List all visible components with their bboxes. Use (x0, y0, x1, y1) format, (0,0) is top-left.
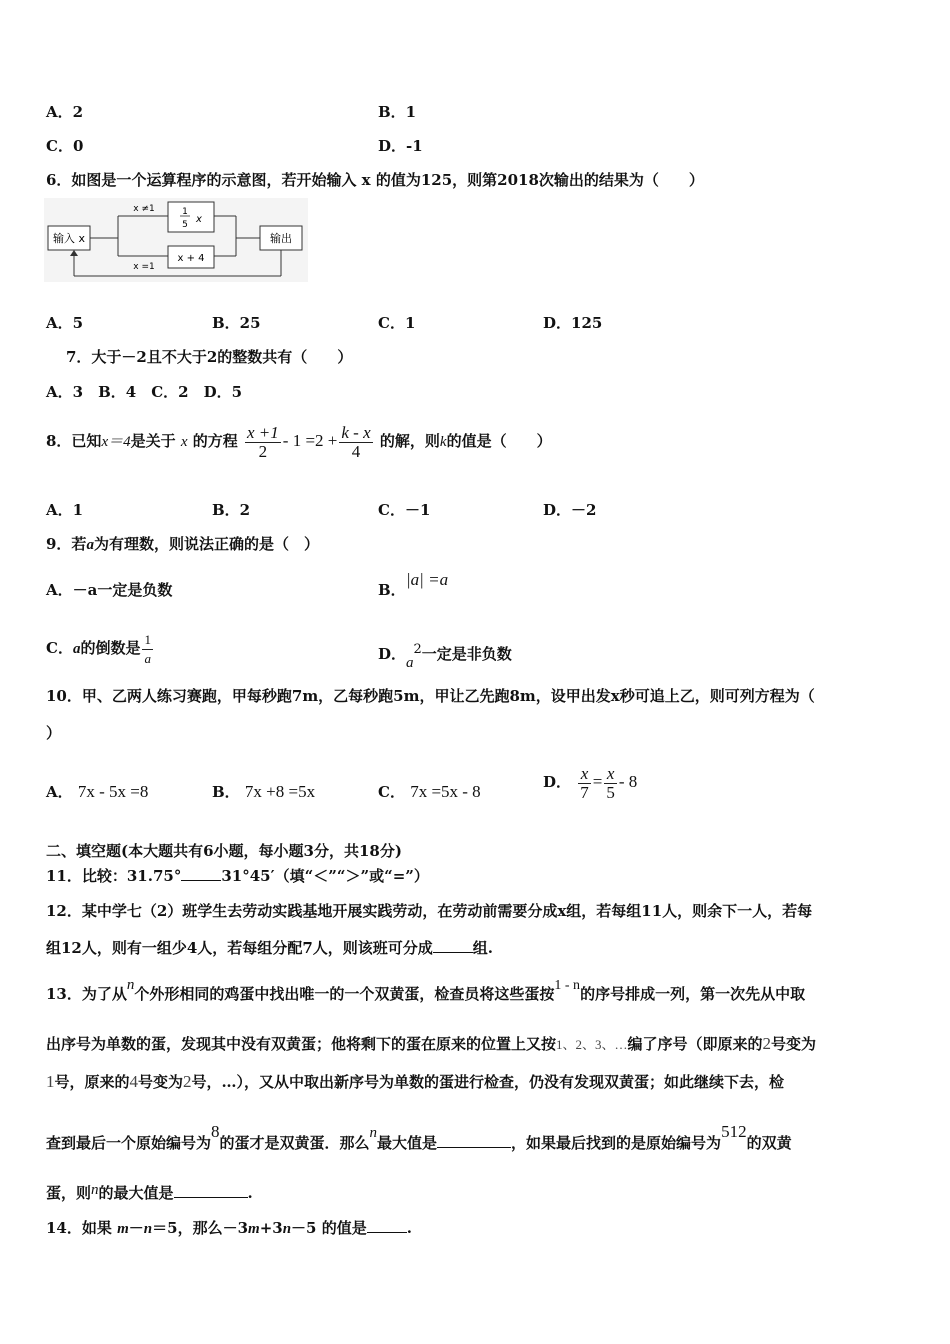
q12-blank[interactable] (433, 952, 473, 953)
q6-option-b: B．25 (212, 314, 261, 332)
q11-blank[interactable] (181, 880, 221, 881)
q13-line5: 蛋，则n的最大值是 . (46, 1182, 253, 1202)
q13-line1: 13．为了从n个外形相同的鸡蛋中找出唯一的一个双黄蛋，检查员将这些蛋按1 - n的序号排成一列，第一次先从中取 (46, 977, 806, 1003)
q5-option-a: A．2 (46, 103, 84, 121)
q8-stem: 8．已知x＝4是关于 x 的方程 $\frac{x +1}{2}$ - 1 =2 + $\frac{k - x}{4}$ 的解，则k的值是（ ） (46, 422, 552, 461)
q8-option-c: C．－1 (378, 501, 431, 519)
q10-d-fraction-1: $\frac{x}{7}$ (580, 763, 589, 802)
q10-option-d: D． $\frac{x}{7}$ = $\frac{x}{5}$ - 8 (543, 763, 638, 802)
q12-line1: 12．某中学七（2）班学生去劳动实践基地开展实践劳动，在劳动前需要分成x组，若每组11人，则余下一人，若每 (46, 902, 813, 920)
q9-option-a: A．－a一定是负数 (46, 581, 173, 599)
flow-output-label: 输出 (270, 232, 292, 245)
q6-option-a: A．5 (46, 314, 84, 332)
q12-line2: 组12人，则有一组少4人，若每组分配7人，则该班可分成 组. (46, 939, 493, 957)
q11-stem: 11．比较：31.75° 31°45′（填“＜”“＞”或“=”） (46, 867, 429, 885)
q14-blank[interactable] (367, 1232, 407, 1233)
q9-c-fraction: $\frac{1}{a}$ (144, 631, 151, 666)
q10-d-fraction-2: $\frac{x}{5}$ (606, 763, 615, 802)
q8-option-a: A．1 (46, 501, 84, 519)
flow-op-top-box (168, 202, 214, 232)
q13-line4: 查到最后一个原始编号为8的蛋才是双黄蛋．那么n最大值是 ，如果最后找到的是原始编号为512的双黄 (46, 1122, 792, 1152)
q6-option-c: C．1 (378, 314, 416, 332)
q13-line2: 出序号为单数的蛋，发现其中没有双黄蛋；他将剩下的蛋在原来的位置上又按1、2、3、…编了序号（即原来的2号变为 (46, 1034, 817, 1053)
q9-option-d: D．$a^2$一定是非负数 (378, 642, 512, 671)
q9-stem: 9．若a为有理数，则说法正确的是（ ） (46, 535, 319, 553)
q8-fraction-1: $\frac{x +1}{2}$ (247, 422, 279, 461)
q7-stem: 7．大于－2且不大于2的整数共有（ ） (66, 348, 353, 366)
flow-op-top-num: 1 (182, 207, 188, 217)
q5-option-b: B．1 (378, 103, 417, 121)
q6-stem: 6．如图是一个运算程序的示意图，若开始输入 x 的值为125，则第2018次输出的结果为（ ） (46, 171, 704, 189)
q10-option-a: A． 7x - 5x =8 (46, 782, 149, 801)
q10-stem-line1: 10．甲、乙两人练习赛跑，甲每秒跑7m，乙每秒跑5m，甲让乙先跑8m，设甲出发x秒可追上乙，则可列方程为（ (46, 687, 815, 705)
q6-option-d: D．125 (543, 314, 603, 332)
flow-cond-bottom: x =1 (133, 262, 155, 272)
q13-blank-2[interactable] (174, 1197, 248, 1198)
flow-op-top-var: x (196, 214, 202, 225)
q6-flowchart-diagram (44, 198, 308, 282)
flow-input-label: 输入 x (52, 232, 86, 245)
q14-stem: 14．如果 m－n＝5，那么－3m+3n－5 的值是 . (46, 1219, 412, 1237)
q10-option-c: C． 7x =5x - 8 (378, 782, 481, 801)
q13-blank-1[interactable] (437, 1147, 511, 1148)
q5-option-d: D．-1 (378, 137, 423, 155)
q9-option-c: C．a的倒数是 $\frac{1}{a}$ (46, 631, 151, 666)
q5-option-c: C．0 (46, 137, 84, 155)
q10-option-b: B． 7x +8 =5x (212, 782, 316, 801)
q9-option-b-math: |a| =a (406, 570, 449, 589)
q8-option-b: B．2 (212, 501, 251, 519)
flow-op-top-den: 5 (182, 220, 188, 230)
q8-fraction-2: $\frac{k - x}{4}$ (341, 422, 371, 461)
q10-stem-line2: ） (46, 724, 62, 742)
section-2-title: 二、填空题(本大题共有6小题，每小题3分，共18分) (46, 842, 402, 860)
q13-line3: 1号，原来的4号变为2号，…），又从中取出新序号为单数的蛋进行检查，仍没有发现双黄蛋；如此继续下去，检 (46, 1072, 785, 1091)
q7-options: A．3 B．4 C．2 D．5 (46, 383, 243, 401)
flow-cond-top: x ≠1 (133, 204, 155, 214)
flow-op-bottom-label: x + 4 (177, 253, 205, 264)
q8-option-d: D．－2 (543, 501, 597, 519)
q9-option-b-label: B． (378, 581, 406, 599)
